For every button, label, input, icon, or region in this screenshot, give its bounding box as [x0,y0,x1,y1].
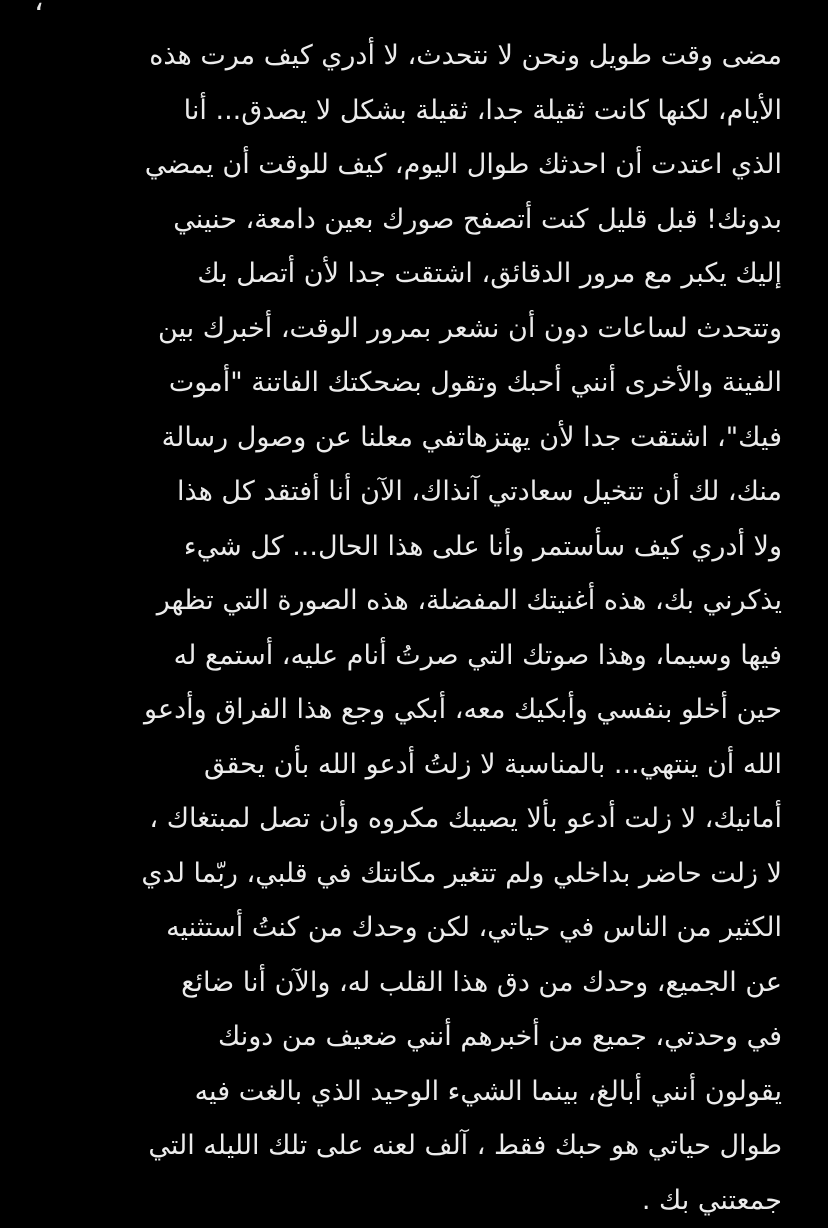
text-line: ولا أدري كيف سأستمر وأنا على هذا الحال... كل شيء [46,520,782,575]
text-line: طوال حياتي هو حبك فقط ، آلف لعنه على تلك الليله التي [46,1119,782,1174]
text-line: يذكرني بك، هذه أغنيتك المفضلة، هذه الصورة التي تظهر [46,574,782,629]
corner-mark: ، [34,0,44,16]
letter-text [46,29,782,1228]
text-line: الكثير من الناس في حياتي، لكن وحدك من كنتُ أستثنيه [46,901,782,956]
text-line: وتتحدث لساعات دون أن نشعر بمرور الوقت، أخبرك بين [46,302,782,357]
text-line: أمانيك، لا زلت أدعو بألا يصيبك مكروه وأن تصل لمبتغاك ، [46,792,782,847]
text-line: فيها وسيما، وهذا صوتك التي صرتُ أنام عليه، أستمع له [46,629,782,684]
text-line: جمعتني بك . [46,1174,782,1228]
text-line: الأيام، لكنها كانت ثقيلة جدا، ثقيلة بشكل لا يصدق... أنا [46,84,782,139]
text-line: عن الجميع، وحدك من دق هذا القلب له، والآن أنا ضائع [46,956,782,1011]
text-line: منك، لك أن تتخيل سعادتي آنذاك، الآن أنا أفتقد كل هذا [46,465,782,520]
text-line: مضى وقت طويل ونحن لا نتحدث، لا أدري كيف مرت هذه [46,29,782,84]
text-line: حين أخلو بنفسي وأبكيك معه، أبكي وجع هذا الفراق وأدعو [46,683,782,738]
text-line: في وحدتي، جميع من أخبرهم أنني ضعيف من دونك [46,1010,782,1065]
text-line: فيك"، اشتقت جدا لأن يهتزهاتفي معلنا عن وصول رسالة [46,411,782,466]
text-line: الفينة والأخرى أنني أحبك وتقول بضحكتك الفاتنة "أموت [46,356,782,411]
text-line: الذي اعتدت أن احدثك طوال اليوم، كيف للوقت أن يمضي [46,138,782,193]
text-line: إليك يكبر مع مرور الدقائق، اشتقت جدا لأن أتصل بك [46,247,782,302]
text-line: يقولون أنني أبالغ، بينما الشيء الوحيد الذي بالغت فيه [46,1065,782,1120]
text-line: الله أن ينتهي... بالمناسبة لا زلتُ أدعو الله بأن يحقق [46,738,782,793]
text-line: لا زلت حاضر بداخلي ولم تتغير مكانتك في قلبي، ربّما لدي [46,847,782,902]
text-line: بدونك! قبل قليل كنت أتصفح صورك بعين دامعة، حنيني [46,193,782,248]
